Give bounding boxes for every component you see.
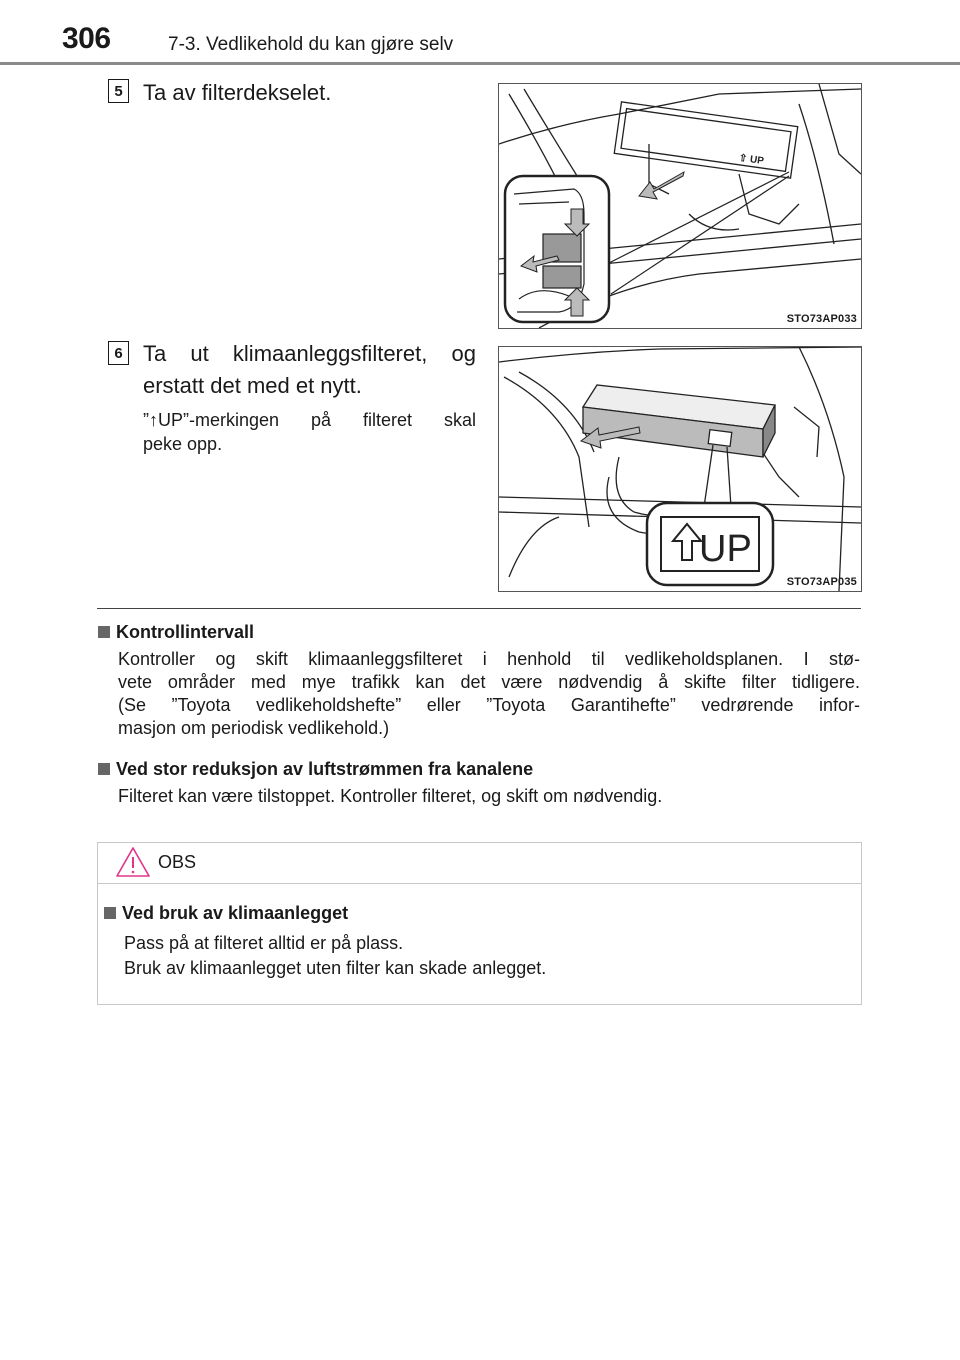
section-title: 7-3. Vedlikehold du kan gjøre selv (168, 34, 454, 55)
step-number-6: 6 (108, 341, 129, 365)
warning-triangle-icon (115, 846, 151, 883)
up-label: UP (699, 528, 752, 570)
caution-title: OBS (158, 852, 197, 872)
step-5-text: Ta av filterdekselet. (143, 80, 332, 105)
caution-line-2: Bruk av klimaanlegget uten filter kan skade anlegget. (124, 958, 547, 978)
info-heading-text: Kontrollintervall (116, 622, 255, 642)
info-1-line-4: masjon om periodisk vedlikehold.) (118, 718, 390, 738)
svg-text:⇧ UP: ⇧ UP (738, 152, 765, 168)
filter-replace-illustration (499, 347, 861, 591)
info-2-line-1: Filteret kan være tilstoppet. Kontroller filteret, og skift om nødvendig. (118, 786, 663, 806)
info-1-line-1: Kontroller og skift klimaanleggsfilteret i henhold til vedlikeholdsplanen. I stø- (118, 649, 860, 669)
info-heading-luftstrom (98, 759, 533, 780)
figure-code-6: STO73AP035 (786, 576, 857, 588)
header-rule (0, 62, 960, 65)
step-number-5: 5 (108, 79, 129, 103)
figure-code-5: STO73AP033 (786, 313, 857, 325)
square-bullet-icon (98, 763, 110, 775)
caution-heading-text: Ved bruk av klimaanlegget (122, 903, 349, 923)
caution-heading (104, 903, 348, 924)
filter-cover-illustration (499, 84, 861, 328)
figure-filter-cover (498, 83, 862, 329)
step-6-note-line1: ”↑UP”-merkingen på filteret skal (143, 410, 476, 430)
info-1-line-2: vete områder med mye trafikk kan det være nødvendig å skifte filter tidligere. (118, 672, 860, 692)
section-divider (97, 608, 861, 609)
info-1-line-3: (Se ”Toyota vedlikeholdshefte” eller ”Toyota Garantihefte” vedrørende infor- (118, 695, 860, 715)
step-6-text-line2: erstatt det med et nytt. (143, 373, 362, 398)
info-heading-kontrollintervall (98, 622, 254, 643)
page-number: 306 (62, 22, 111, 55)
square-bullet-icon (98, 626, 110, 638)
caution-separator (97, 883, 862, 884)
caution-line-1: Pass på at filteret alltid er på plass. (124, 933, 404, 953)
info-heading-text: Ved stor reduksjon av luftstrømmen fra kanalene (116, 759, 534, 779)
figure-filter-replace (498, 346, 862, 592)
square-bullet-icon (104, 907, 116, 919)
step-6-note-line2: peke opp. (143, 434, 223, 454)
step-6-text-line1: Ta ut klimaanleggsfilteret, og (143, 341, 476, 366)
